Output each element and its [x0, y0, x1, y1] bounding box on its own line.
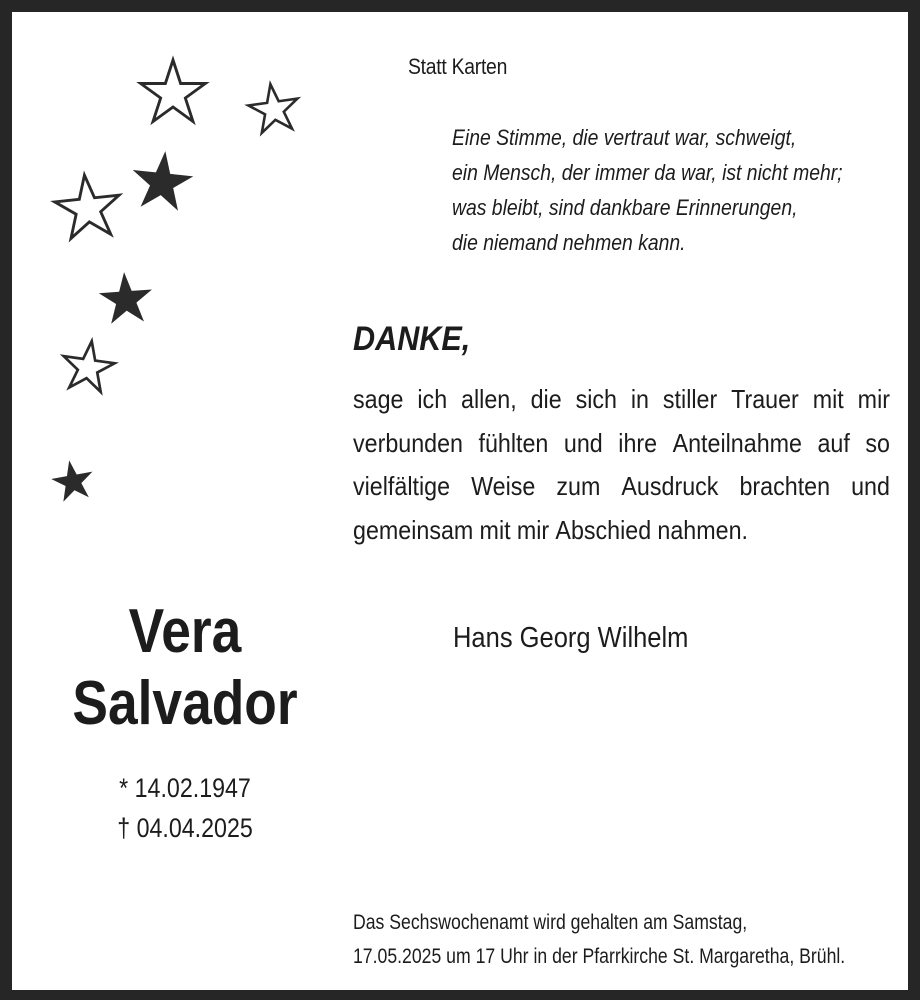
thanks-word: Trauer: [731, 384, 799, 414]
thanks-word: in: [630, 384, 650, 414]
thanks-word: brachten: [739, 471, 831, 501]
thanks-word: verbunden: [353, 427, 463, 458]
intro-heading: Statt Karten: [408, 54, 508, 79]
thanks-word: mit: [812, 384, 844, 414]
life-dates: [12, 768, 358, 848]
thanks-word: sich: [575, 384, 617, 414]
thanks-word: vielfältige: [353, 471, 451, 501]
notice-line: 17.05.2025 um 17 Uhr in der Pfarrkirche St. Margaretha, Brühl.: [353, 945, 846, 968]
thanks-word: Anteilnahme: [672, 427, 802, 458]
thanks-line: [353, 378, 890, 422]
thanks-word: auf: [817, 427, 850, 458]
notice-line: Das Sechswochenamt wird gehalten am Samstag,: [353, 911, 748, 934]
star-filled-icon: [49, 457, 97, 503]
death-date: † 04.04.2025: [117, 813, 253, 843]
thanks-word: ich: [417, 384, 448, 414]
thanks-text: [353, 378, 890, 552]
thanks-word: nahmen.: [657, 514, 748, 545]
thanks-word: fühlten: [478, 427, 549, 458]
thanks-word: mir: [516, 514, 550, 545]
thanks-word: Abschied: [555, 514, 652, 545]
star-filled-icon: [97, 270, 154, 324]
star-filled-icon: [129, 148, 196, 212]
thanks-word: und: [563, 427, 603, 458]
thanks-line: [353, 509, 890, 553]
poem-line: was bleibt, sind dankbare Erinnerungen,: [452, 195, 798, 220]
thanks-line: [353, 422, 890, 466]
birth-date: * 14.02.1947: [119, 773, 251, 803]
poem-line: die niemand nehmen kann.: [452, 230, 686, 255]
poem-line: ein Mensch, der immer da war, ist nicht mehr;: [452, 160, 843, 185]
star-outline-icon: [141, 60, 206, 122]
poem-line: Eine Stimme, die vertraut war, schweigt,: [452, 125, 797, 150]
thanks-word: Ausdruck: [621, 471, 719, 501]
star-decoration: [42, 52, 322, 522]
thanks-word: mir: [857, 384, 890, 414]
thanks-word: mit: [479, 514, 511, 545]
poem: [452, 120, 843, 260]
thanks-word: gemeinsam: [353, 514, 474, 545]
signature: Hans Georg Wilhelm: [453, 622, 689, 654]
star-outline-icon: [52, 172, 123, 240]
thanks-word: ihre: [618, 427, 658, 458]
thanks-word: so: [865, 427, 890, 458]
thanks-word: und: [851, 471, 890, 501]
star-outline-icon: [246, 81, 302, 134]
thanks-word: sage: [353, 384, 404, 414]
thanks-word: Weise: [471, 471, 536, 501]
thanks-word: zum: [556, 471, 601, 501]
service-notice: [353, 906, 845, 974]
star-outline-icon: [60, 338, 118, 394]
first-name: Vera: [128, 597, 242, 666]
thanks-word: allen,: [461, 384, 517, 414]
thanks-word: stiller: [662, 384, 718, 414]
thanks-title: DANKE,: [353, 320, 471, 358]
deceased-name: [12, 596, 358, 740]
thanks-word: die: [530, 384, 562, 414]
thanks-line: [353, 465, 890, 509]
last-name: Salvador: [72, 669, 298, 738]
